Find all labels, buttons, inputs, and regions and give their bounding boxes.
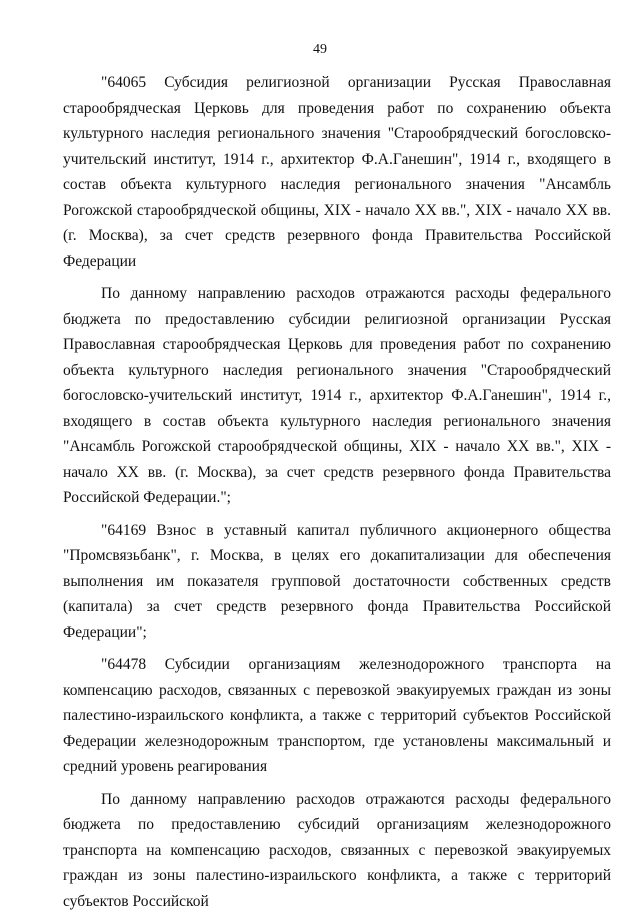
document-body: [63, 70, 611, 900]
paragraph-64478-title: "64478 Субсидии организациям железнодорожного транспорта на компенсацию расходов, связанных с перевозкой эвакуируемых граждан из зоны палестино-израильского конфликта, а также с территорий субъектов Российской Федерации железнодорожным транспортом, где установлены максимальный и средний уровень реагирования: [63, 652, 611, 780]
page-number: 49: [0, 42, 640, 58]
paragraph-64169-title: "64169 Взнос в уставный капитал публичного акционерного общества "Промсвязьбанк", г. Москва, в целях его докапитализации для обеспечения выполнения им показателя групповой достаточности собственных средств (капитала) за счет средств резервного фонда Правительства Российской Федерации";: [63, 518, 611, 646]
paragraph-64478-description: По данному направлению расходов отражаются расходы федерального бюджета по предоставлению субсидий организациям железнодорожного транспорта на компенсацию расходов, связанных с перевозкой эвакуируемых граждан из зоны палестино-израильского конфликта, а также с территорий субъектов Российской: [63, 787, 611, 914]
paragraph-64065-description: По данному направлению расходов отражаются расходы федерального бюджета по предоставлению субсидии религиозной организации Русская Православная старообрядческая Церковь для проведения работ по сохранению объекта культурного наследия регионального значения "Старообрядческий богословско-учительский институт, 1914 г., архитектор Ф.А.Ганешин", 1914 г., входящего в состав объекта культурного наследия регионального значения "Ансамбль Рогожской старообрядческой общины, XIX - начало XX вв.", XIX - начало XX вв. (г. Москва), за счет средств резервного фонда Правительства Российской Федерации.";: [63, 281, 611, 511]
paragraph-64065-title: "64065 Субсидия религиозной организации Русская Православная старообрядческая Церковь для проведения работ по сохранению объекта культурного наследия регионального значения "Старообрядческий богословско-учительский институт, 1914 г., архитектор Ф.А.Ганешин", 1914 г., входящего в состав объекта культурного наследия регионального значения "Ансамбль Рогожской старообрядческой общины, XIX - начало XX вв.", XIX - начало XX вв. (г. Москва), за счет средств резервного фонда Правительства Российской Федерации: [63, 70, 611, 274]
